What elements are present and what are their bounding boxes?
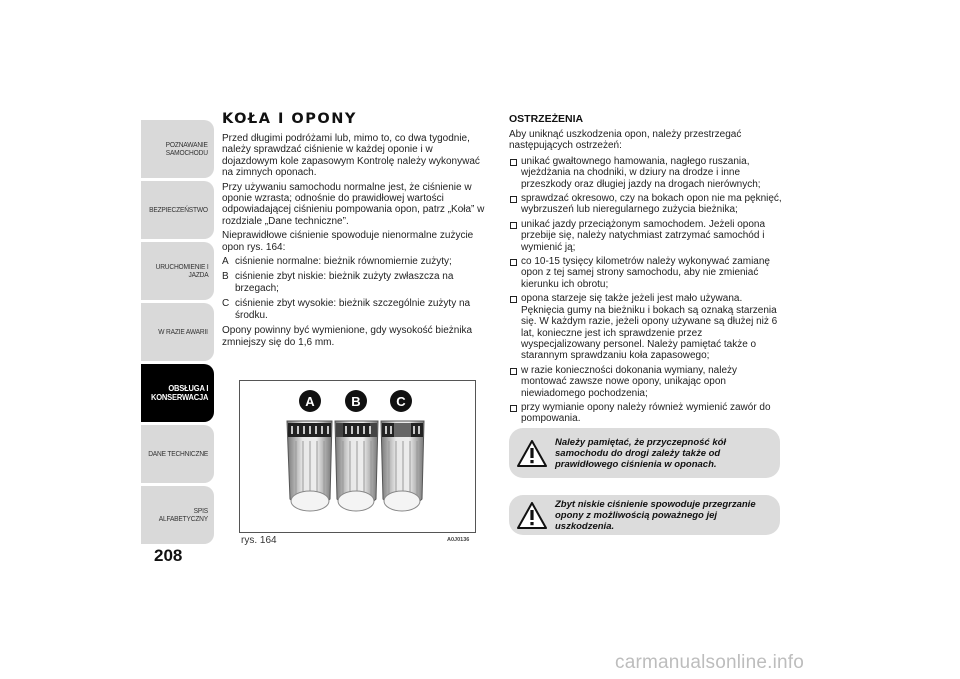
tire-wear-figure <box>239 380 476 533</box>
item-text: unikać gwałtownego hamowania, nagłego ruszania, wjeżdżania na chodniki, w dziury na drodze i inne przeszkody oraz długiej jazdy na drogach nierównych; <box>521 155 761 190</box>
tab-w-razie-awarii[interactable] <box>141 303 214 361</box>
list-item <box>222 298 487 321</box>
label-a-badge <box>299 390 321 412</box>
paragraph-pressure-check: Przed długimi podróżami lub, mimo to, co dwa tygodnie, należy sprawdzać ciśnienie w każdej oponie i w dojazdowym kole zapasowym Kontrolę należy wykonywać na zimnych oponach. <box>222 133 480 179</box>
checkbox-bullet-icon <box>510 405 517 412</box>
item-key: B <box>222 271 229 283</box>
list-item <box>509 402 784 425</box>
checkbox-bullet-icon <box>510 259 517 266</box>
label-c-badge <box>390 390 412 412</box>
paragraph-tread-depth: Opony powinny być wymienione, gdy wysokość bieżnika zmniejszy się do 1,6 mm. <box>222 325 473 348</box>
checkbox-bullet-icon <box>510 196 517 203</box>
item-text: ciśnienie normalne: bieżnik równomiernie zużyty; <box>235 256 452 268</box>
label-b-badge <box>345 390 367 412</box>
list-item <box>509 156 784 190</box>
tab-label: DANE TECHNICZNE <box>148 449 208 458</box>
item-key: C <box>222 298 230 310</box>
section-heading: KOŁA I OPONY <box>222 111 357 127</box>
warnings-list <box>509 156 784 425</box>
figure-caption: rys. 164 <box>241 535 277 546</box>
tab-spis-alfabetyczny[interactable] <box>141 486 214 544</box>
paragraph-pressure-increase: Przy używaniu samochodu normalne jest, że ciśnienie w oponie wzrasta; odnośnie do prawidłowej wartości odpowiadającej ciśnieniu pompowania opon, patrz „Koła” w rozdziale „Dane techniczne”. <box>222 181 485 227</box>
tab-label: W RAZIE AWARII <box>158 327 208 336</box>
checkbox-bullet-icon <box>510 296 517 303</box>
tab-label: POZNAWANIE SAMOCHODU <box>165 140 208 157</box>
tab-uruchomienie-i-jazda[interactable] <box>141 242 214 300</box>
list-item <box>509 256 784 290</box>
list-item <box>509 193 784 216</box>
label-c: C <box>396 394 406 409</box>
item-text: ciśnienie zbyt wysokie: bieżnik szczególnie zużyty na środku. <box>235 298 471 321</box>
list-item <box>222 271 487 294</box>
warning-triangle-icon <box>509 502 555 529</box>
paragraph-abnormal-wear: Nieprawidłowe ciśnienie spowoduje nienormalne zużycie opon rys. 164: <box>222 230 474 253</box>
tab-obsluga-i-konserwacja[interactable] <box>141 364 214 422</box>
item-text: przy wymianie opony należy również wymienić zawór do pompowania. <box>521 401 771 425</box>
item-text: w razie konieczności dokonania wymiany, należy montować zawsze nowe opony, unikając opon niewiadomego pochodzenia; <box>521 364 738 399</box>
list-item <box>509 219 784 253</box>
list-item <box>509 293 784 361</box>
warning-text: Należy pamiętać, że przyczepność kół samochodu do drogi zależy także od prawidłowego ciśnienia w oponach. <box>555 436 727 470</box>
tire-c <box>381 421 424 511</box>
checkbox-bullet-icon <box>510 368 517 375</box>
checkbox-bullet-icon <box>510 159 517 166</box>
list-item <box>509 365 784 399</box>
tab-dane-techniczne[interactable] <box>141 425 214 483</box>
tab-label: SPIS ALFABETYCZNY <box>158 506 208 523</box>
watermark-url: carmanualsonline.info <box>615 652 805 673</box>
warnings-section <box>509 113 784 428</box>
tab-label: OBSŁUGA I KONSERWACJA <box>150 383 208 402</box>
label-a: A <box>305 394 315 409</box>
tires-section <box>222 111 487 351</box>
item-text: ciśnienie zbyt niskie: bieżnik zużyty zwłaszcza na brzegach; <box>235 271 454 294</box>
item-text: opona starzeje się także jeżeli jest mało używana. Pęknięcia gumy na bieżniku i bokach są oznaką starzenia się. W każdym razie, jeżeli opony używane są dłużej niż 6 lat, konieczne jest ich sprawdzenie przez wyspecjalizowany personel. Należy pamiętać także o starannym sprawdzaniu koła zapasowego; <box>521 293 778 362</box>
item-text: unikać jazdy przeciążonym samochodem. Jeżeli opona przebije się, należy natychmiast zatrzymać samochód i wymienić ją; <box>521 218 766 253</box>
list-item <box>222 256 487 267</box>
item-text: co 10-15 tysięcy kilometrów należy wykonywać zamianę opon z tej samej strony samochodu, aby nie zmieniać kierunku ich obrotu; <box>521 256 770 290</box>
tire-b <box>335 421 378 511</box>
warnings-intro: Aby uniknąć uszkodzenia opon, należy przestrzegać następujących ostrzeżeń: <box>509 129 742 152</box>
warning-text: Zbyt niskie ciśnienie spowoduje przegrzanie opony z możliwością poważnego jej uszkodzenia. <box>555 498 756 532</box>
tab-poznawanie-samochodu[interactable] <box>141 120 214 178</box>
checkbox-bullet-icon <box>510 222 517 229</box>
warning-triangle-icon <box>509 440 555 467</box>
tire-a <box>287 421 332 511</box>
item-key: A <box>222 256 229 268</box>
item-text: sprawdzać okresowo, czy na bokach opon nie ma pęknięć, wybrzuszeń lub nieregularnego zużycia bieżnika; <box>521 193 782 216</box>
page-number: 208 <box>154 546 183 565</box>
tab-bezpieczenstwo[interactable] <box>141 181 214 239</box>
figure-code: A0J0136 <box>447 537 470 543</box>
warning-box-traction <box>509 428 780 478</box>
tire-wear-illustration <box>240 381 475 532</box>
warnings-heading: OSTRZEŻENIA <box>509 113 584 125</box>
wear-pattern-list <box>222 256 487 321</box>
tab-label: URUCHOMIENIE I JAZDA <box>155 262 208 279</box>
label-b: B <box>351 394 361 409</box>
tab-label: BEZPIECZEŃSTWO <box>149 205 208 214</box>
warning-box-overheating <box>509 495 780 535</box>
